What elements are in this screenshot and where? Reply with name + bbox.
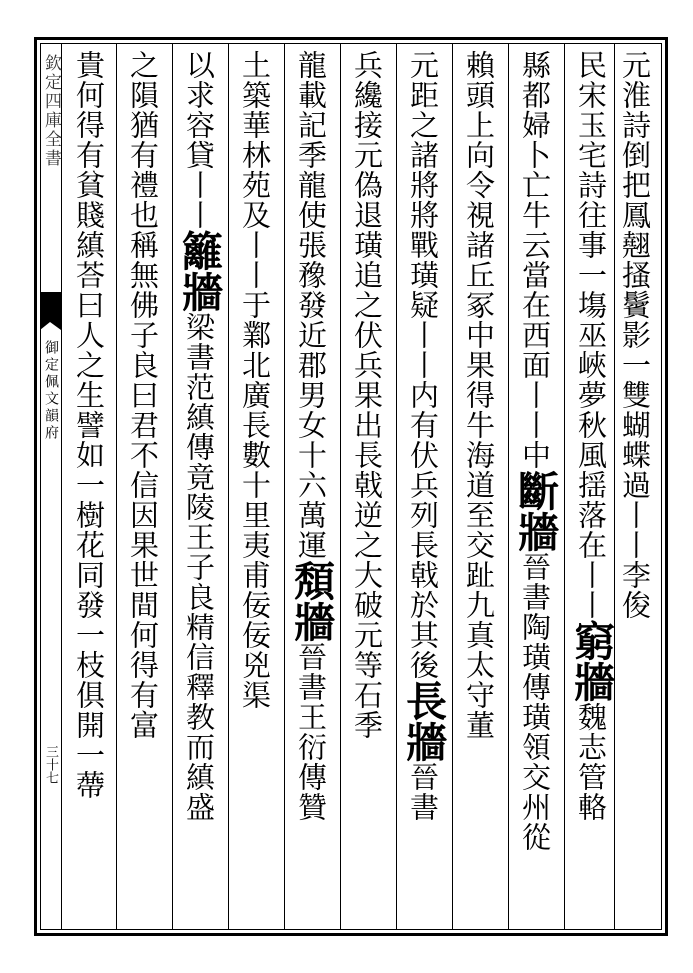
fishtail-mark	[40, 292, 61, 322]
text-column-9: 以求容貸丨丨籬牆梁書范縝傳竟陵王子良精信釋教而縝盛	[175, 50, 223, 822]
text-column-7: 龍載記季龍使張䂊發近郡男女十六萬運頽牆晉書王衍傳贊	[287, 50, 335, 822]
text-column-1: 元淮詩倒把鳳翹搔鬢影一雙蝴蝶過丨丨李俊	[618, 50, 652, 620]
margin-book-title: 御定佩文韻府	[43, 340, 59, 442]
text-column-4: 賴頭上向令視諸丘冢中果得牛海道至交趾九真太守董	[462, 50, 496, 740]
text-column-5: 元距之諸將將戰璜疑丨丨内有伏兵列長戟於其後長牆晉書	[399, 50, 447, 822]
text-column-10: 之隕猶有禮也稱無佛子良曰君不信因果世間何得有富	[126, 50, 160, 740]
text-column-3: 縣都婦卜亡牛云當在西面丨丨中斷牆晉書陶璜傳璜領交州從	[511, 50, 559, 852]
text-column-11: 貴何得有貧賤縝荅曰人之生譬如一樹花同發一枝俱開一蔕	[72, 50, 106, 800]
text-column-8: 土築華林苑及丨丨于鄴北廣長數十里夷甫佞佞兇渠	[238, 50, 272, 710]
text-column-2: 民宋玉宅詩往事一塲巫峽夢秋風揺落在丨丨窮牆魏志管輅	[567, 50, 615, 822]
margin-series-title: 欽定四庫全書	[41, 54, 61, 168]
page-number: 三十七	[43, 745, 58, 784]
margin-column	[40, 43, 62, 930]
text-column-6: 兵纔接元偽退璜追之伏兵果出長戟逆之大破元等石季	[350, 50, 384, 740]
